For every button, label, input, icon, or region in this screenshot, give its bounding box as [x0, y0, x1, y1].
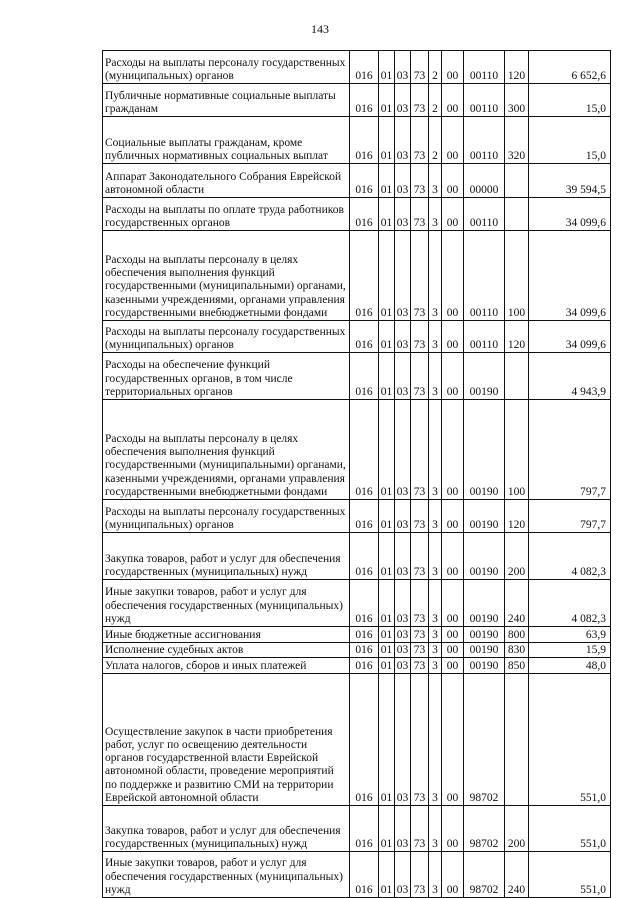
table-row — [103, 852, 611, 898]
code-program: 73 — [411, 51, 429, 84]
code-ministry: 016 — [350, 658, 379, 674]
code-subsection: 03 — [395, 643, 411, 658]
table-row — [103, 353, 611, 400]
code-main-event: 00 — [442, 533, 464, 580]
code-main-event: 00 — [442, 400, 464, 500]
code-main-event: 00 — [442, 627, 464, 643]
code-expense-type: 200 — [505, 806, 529, 852]
code-section: 01 — [379, 658, 395, 674]
code-section: 01 — [379, 231, 395, 321]
code-direction: 00110 — [464, 321, 505, 353]
code-main-event: 00 — [442, 198, 464, 231]
code-expense-type: 200 — [505, 533, 529, 580]
item-name: Осуществление закупок в части приобретения работ, услуг по освещению деятельности органов государственной власти Еврейской автономной области, проведение мероприятий по поддержке и развитию СМИ на территории Еврейской автономной области — [103, 674, 350, 806]
code-section: 01 — [379, 321, 395, 353]
code-section: 01 — [379, 51, 395, 84]
code-direction: 00110 — [464, 84, 505, 117]
item-name: Иные закупки товаров, работ и услуг для обеспечения государственных (муниципальных) нужд — [103, 852, 350, 898]
code-main-event: 00 — [442, 84, 464, 117]
code-direction: 00190 — [464, 627, 505, 643]
code-direction: 00190 — [464, 580, 505, 627]
table-row — [103, 500, 611, 533]
code-main-event: 00 — [442, 164, 464, 198]
code-subsection: 03 — [395, 806, 411, 852]
code-subprogram: 3 — [429, 643, 442, 658]
table-row — [103, 400, 611, 500]
code-program: 73 — [411, 400, 429, 500]
code-expense-type: 100 — [505, 400, 529, 500]
code-direction: 00110 — [464, 117, 505, 164]
amount: 551,0 — [529, 852, 611, 898]
code-direction: 98702 — [464, 852, 505, 898]
item-name: Социальные выплаты гражданам, кроме публичных нормативных социальных выплат — [103, 117, 350, 164]
code-program: 73 — [411, 806, 429, 852]
code-expense-type: 240 — [505, 580, 529, 627]
amount: 6 652,6 — [529, 51, 611, 84]
item-name: Расходы на выплаты персоналу государственных (муниципальных) органов — [103, 321, 350, 353]
amount: 48,0 — [529, 658, 611, 674]
code-subprogram: 3 — [429, 580, 442, 627]
amount: 34 099,6 — [529, 231, 611, 321]
code-subsection: 03 — [395, 533, 411, 580]
code-ministry: 016 — [350, 580, 379, 627]
code-program: 73 — [411, 198, 429, 231]
table-row — [103, 627, 611, 643]
amount: 15,0 — [529, 117, 611, 164]
code-expense-type — [505, 164, 529, 198]
code-main-event: 00 — [442, 321, 464, 353]
code-direction: 00190 — [464, 400, 505, 500]
item-name: Расходы на выплаты по оплате труда работников государственных органов — [103, 198, 350, 231]
amount: 551,0 — [529, 674, 611, 806]
code-direction: 00190 — [464, 658, 505, 674]
code-section: 01 — [379, 627, 395, 643]
code-section: 01 — [379, 353, 395, 400]
code-subprogram: 3 — [429, 500, 442, 533]
page-number: 143 — [311, 22, 329, 36]
code-section: 01 — [379, 500, 395, 533]
budget-table-body — [103, 51, 611, 898]
table-row — [103, 321, 611, 353]
item-name: Уплата налогов, сборов и иных платежей — [103, 658, 350, 674]
code-subsection: 03 — [395, 500, 411, 533]
code-program: 73 — [411, 231, 429, 321]
amount: 4 943,9 — [529, 353, 611, 400]
code-direction: 00110 — [464, 198, 505, 231]
code-main-event: 00 — [442, 353, 464, 400]
code-ministry: 016 — [350, 117, 379, 164]
amount: 39 594,5 — [529, 164, 611, 198]
code-expense-type — [505, 674, 529, 806]
code-expense-type: 800 — [505, 627, 529, 643]
item-name: Закупка товаров, работ и услуг для обеспечения государственных (муниципальных) нужд — [103, 806, 350, 852]
code-subprogram: 3 — [429, 353, 442, 400]
table-row — [103, 643, 611, 658]
code-program: 73 — [411, 164, 429, 198]
code-subprogram: 3 — [429, 674, 442, 806]
amount: 4 082,3 — [529, 580, 611, 627]
code-subprogram: 3 — [429, 400, 442, 500]
item-name: Иные закупки товаров, работ и услуг для обеспечения государственных (муниципальных) нужд — [103, 580, 350, 627]
code-subprogram: 3 — [429, 533, 442, 580]
table-row — [103, 84, 611, 117]
amount: 34 099,6 — [529, 321, 611, 353]
code-subprogram: 2 — [429, 51, 442, 84]
code-program: 73 — [411, 533, 429, 580]
code-expense-type: 830 — [505, 643, 529, 658]
code-direction: 98702 — [464, 674, 505, 806]
code-main-event: 00 — [442, 806, 464, 852]
code-ministry: 016 — [350, 400, 379, 500]
code-section: 01 — [379, 580, 395, 627]
code-expense-type: 850 — [505, 658, 529, 674]
item-name: Публичные нормативные социальные выплаты гражданам — [103, 84, 350, 117]
code-expense-type: 120 — [505, 500, 529, 533]
code-direction: 00190 — [464, 533, 505, 580]
code-ministry: 016 — [350, 231, 379, 321]
code-subsection: 03 — [395, 321, 411, 353]
code-program: 73 — [411, 353, 429, 400]
code-main-event: 00 — [442, 852, 464, 898]
amount: 797,7 — [529, 400, 611, 500]
item-name: Расходы на обеспечение функций государственных органов, в том числе территориальных органов — [103, 353, 350, 400]
code-subsection: 03 — [395, 580, 411, 627]
code-program: 73 — [411, 84, 429, 117]
table-row — [103, 198, 611, 231]
code-direction: 00110 — [464, 231, 505, 321]
code-expense-type: 240 — [505, 852, 529, 898]
code-expense-type: 320 — [505, 117, 529, 164]
budget-table — [102, 50, 611, 898]
code-expense-type: 300 — [505, 84, 529, 117]
table-row — [103, 806, 611, 852]
table-row — [103, 533, 611, 580]
table-row — [103, 674, 611, 806]
code-subprogram: 2 — [429, 117, 442, 164]
code-expense-type: 120 — [505, 321, 529, 353]
code-expense-type: 100 — [505, 231, 529, 321]
code-subprogram: 3 — [429, 806, 442, 852]
item-name: Расходы на выплаты персоналу государственных (муниципальных) органов — [103, 500, 350, 533]
amount: 15,0 — [529, 84, 611, 117]
code-subprogram: 3 — [429, 231, 442, 321]
code-main-event: 00 — [442, 231, 464, 321]
code-section: 01 — [379, 84, 395, 117]
code-main-event: 00 — [442, 658, 464, 674]
code-program: 73 — [411, 500, 429, 533]
code-subsection: 03 — [395, 51, 411, 84]
table-row — [103, 164, 611, 198]
code-subsection: 03 — [395, 198, 411, 231]
code-subprogram: 3 — [429, 321, 442, 353]
code-section: 01 — [379, 674, 395, 806]
amount: 15,9 — [529, 643, 611, 658]
amount: 4 082,3 — [529, 533, 611, 580]
table-row — [103, 658, 611, 674]
item-name: Расходы на выплаты персоналу в целях обеспечения выполнения функций государственными (муниципальными) органами, казенными учреждениями, органами управления государственными внебюджетными фондами — [103, 231, 350, 321]
code-ministry: 016 — [350, 674, 379, 806]
code-program: 73 — [411, 627, 429, 643]
code-expense-type — [505, 353, 529, 400]
code-subsection: 03 — [395, 353, 411, 400]
code-main-event: 00 — [442, 580, 464, 627]
item-name: Иные бюджетные ассигнования — [103, 627, 350, 643]
code-ministry: 016 — [350, 353, 379, 400]
item-name: Расходы на выплаты персоналу в целях обеспечения выполнения функций государственными (муниципальными) органами, казенными учреждениями, органами управления государственными внебюджетными фондами — [103, 400, 350, 500]
code-section: 01 — [379, 400, 395, 500]
code-main-event: 00 — [442, 643, 464, 658]
code-direction: 98702 — [464, 806, 505, 852]
code-program: 73 — [411, 852, 429, 898]
code-ministry: 016 — [350, 84, 379, 117]
code-subprogram: 3 — [429, 658, 442, 674]
code-program: 73 — [411, 658, 429, 674]
code-ministry: 016 — [350, 852, 379, 898]
code-ministry: 016 — [350, 643, 379, 658]
code-direction: 00190 — [464, 500, 505, 533]
item-name: Расходы на выплаты персоналу государственных (муниципальных) органов — [103, 51, 350, 84]
code-program: 73 — [411, 321, 429, 353]
code-main-event: 00 — [442, 674, 464, 806]
code-subsection: 03 — [395, 84, 411, 117]
table-row — [103, 580, 611, 627]
code-subsection: 03 — [395, 674, 411, 806]
code-main-event: 00 — [442, 117, 464, 164]
code-main-event: 00 — [442, 500, 464, 533]
table-row — [103, 117, 611, 164]
code-ministry: 016 — [350, 627, 379, 643]
code-direction: 00000 — [464, 164, 505, 198]
code-expense-type — [505, 198, 529, 231]
code-section: 01 — [379, 852, 395, 898]
code-subprogram: 3 — [429, 627, 442, 643]
table-row — [103, 51, 611, 84]
item-name: Аппарат Законодательного Собрания Еврейской автономной области — [103, 164, 350, 198]
code-program: 73 — [411, 643, 429, 658]
code-subsection: 03 — [395, 117, 411, 164]
code-section: 01 — [379, 806, 395, 852]
code-subsection: 03 — [395, 627, 411, 643]
code-ministry: 016 — [350, 321, 379, 353]
code-main-event: 00 — [442, 51, 464, 84]
code-subprogram: 2 — [429, 84, 442, 117]
code-subsection: 03 — [395, 852, 411, 898]
code-program: 73 — [411, 117, 429, 164]
code-subsection: 03 — [395, 164, 411, 198]
code-ministry: 016 — [350, 164, 379, 198]
code-ministry: 016 — [350, 198, 379, 231]
code-subsection: 03 — [395, 658, 411, 674]
code-subsection: 03 — [395, 231, 411, 321]
code-program: 73 — [411, 674, 429, 806]
code-subsection: 03 — [395, 400, 411, 500]
amount: 797,7 — [529, 500, 611, 533]
code-ministry: 016 — [350, 806, 379, 852]
amount: 551,0 — [529, 806, 611, 852]
code-ministry: 016 — [350, 533, 379, 580]
code-section: 01 — [379, 643, 395, 658]
code-direction: 00190 — [464, 643, 505, 658]
code-program: 73 — [411, 580, 429, 627]
code-section: 01 — [379, 117, 395, 164]
table-row — [103, 231, 611, 321]
amount: 63,9 — [529, 627, 611, 643]
code-ministry: 016 — [350, 51, 379, 84]
code-section: 01 — [379, 164, 395, 198]
code-direction: 00110 — [464, 51, 505, 84]
code-expense-type: 120 — [505, 51, 529, 84]
item-name: Закупка товаров, работ и услуг для обеспечения государственных (муниципальных) нужд — [103, 533, 350, 580]
item-name: Исполнение судебных актов — [103, 643, 350, 658]
code-subprogram: 3 — [429, 852, 442, 898]
code-direction: 00190 — [464, 353, 505, 400]
amount: 34 099,6 — [529, 198, 611, 231]
code-subprogram: 3 — [429, 198, 442, 231]
code-section: 01 — [379, 533, 395, 580]
code-subprogram: 3 — [429, 164, 442, 198]
code-ministry: 016 — [350, 500, 379, 533]
code-section: 01 — [379, 198, 395, 231]
